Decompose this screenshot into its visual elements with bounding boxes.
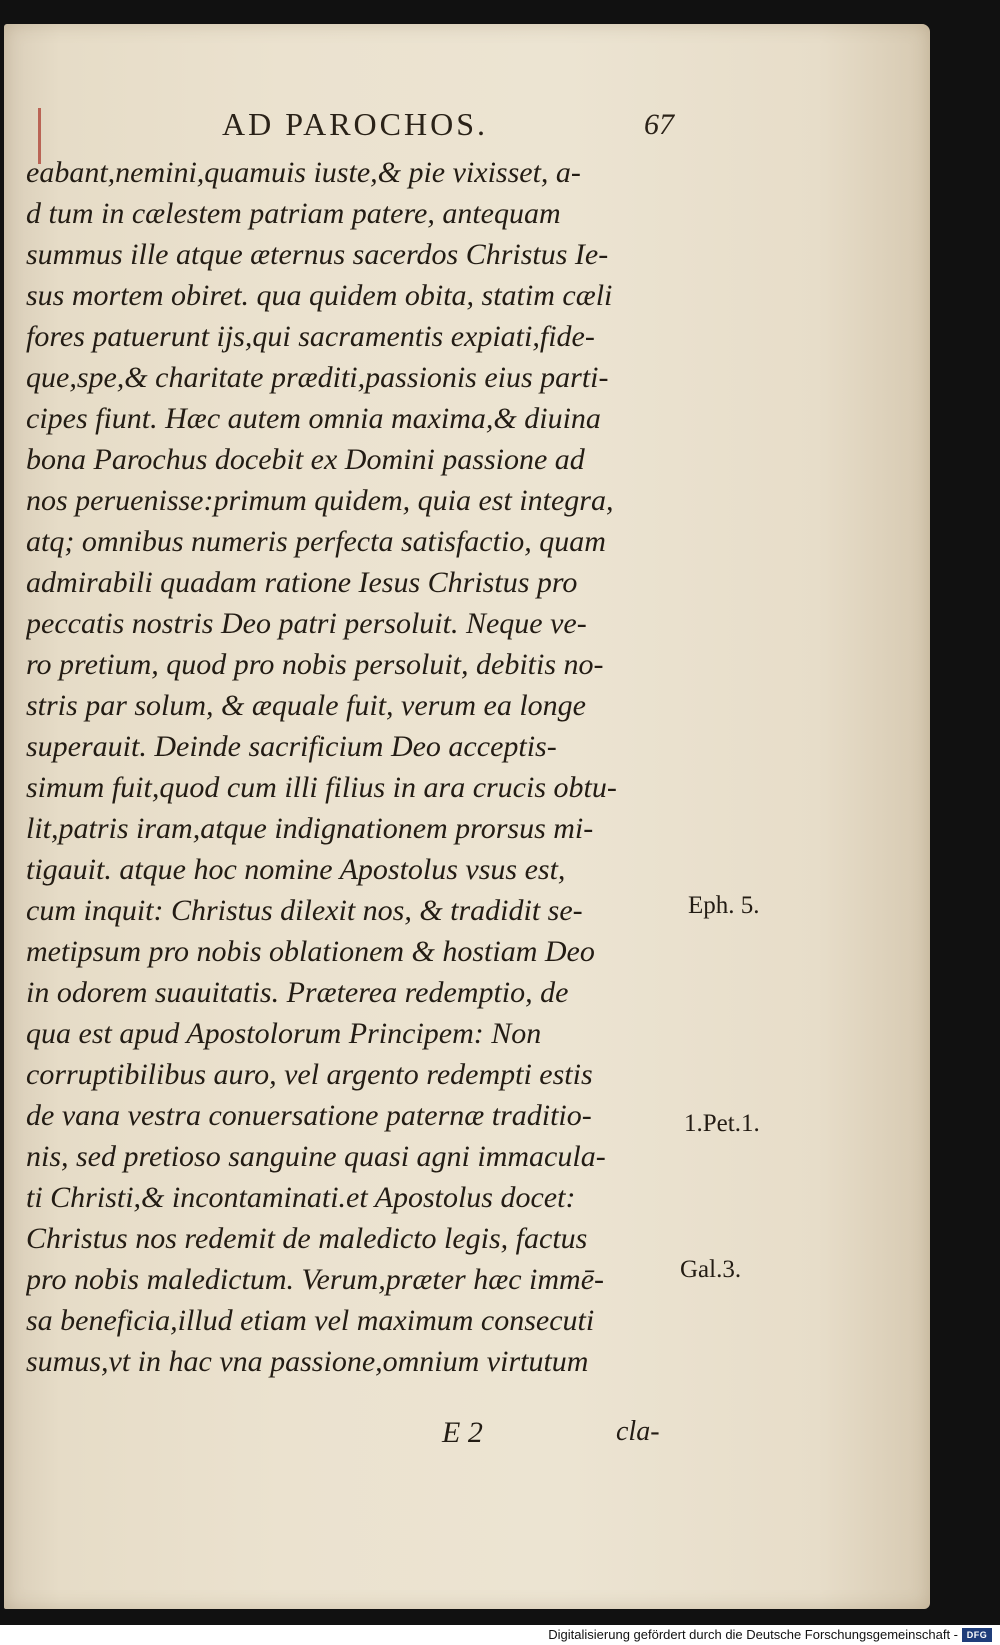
book-page xyxy=(4,24,930,1609)
text-line: nos peruenisse:primum quidem, quia est integra, xyxy=(26,484,614,517)
text-line: fores patuerunt ijs,qui sacramentis expiati,fide- xyxy=(26,320,595,353)
page-number: 67 xyxy=(644,108,674,141)
text-line: simum fuit,quod cum illi filius in ara crucis obtu- xyxy=(26,771,617,804)
text-line: de vana vestra conuersatione paternæ traditio- xyxy=(26,1099,592,1132)
text-line: d tum in cælestem patriam patere, antequam xyxy=(26,197,561,230)
funding-credit: Digitalisierung gefördert durch die Deutsche Forschungsgemeinschaft - xyxy=(548,1627,958,1642)
text-line: stris par solum, & æquale fuit, verum ea longe xyxy=(26,689,586,722)
text-line: ro pretium, quod pro nobis persoluit, debitis no- xyxy=(26,648,604,681)
text-line: sa beneficia,illud etiam vel maximum consecuti xyxy=(26,1304,595,1337)
text-line: admirabili quadam ratione Iesus Christus pro xyxy=(26,566,578,599)
running-head xyxy=(4,106,930,156)
footer-strip xyxy=(0,1625,1000,1645)
text-line: pro nobis maledictum. Verum,præter hæc immē- xyxy=(26,1263,604,1296)
signature-mark: E 2 xyxy=(442,1416,483,1449)
text-line: superauit. Deinde sacrificium Deo acceptis- xyxy=(26,730,557,763)
text-line: ti Christi,& incontaminati.et Apostolus docet: xyxy=(26,1181,576,1214)
dfg-logo: DFG xyxy=(962,1628,992,1642)
text-line: que,spe,& charitate præditi,passionis eius parti- xyxy=(26,361,609,394)
text-line: peccatis nostris Deo patri persoluit. Neque ve- xyxy=(26,607,587,640)
text-line: cum inquit: Christus dilexit nos, & tradidit se- xyxy=(26,894,583,927)
catchword: cla- xyxy=(616,1416,660,1447)
text-line: tigauit. atque hoc nomine Apostolus vsus est, xyxy=(26,853,566,886)
text-line: sus mortem obiret. qua quidem obita, statim cæli xyxy=(26,279,613,312)
marginal-note-pet: 1.Pet.1. xyxy=(684,1110,760,1137)
text-line: qua est apud Apostolorum Principem: Non xyxy=(26,1017,542,1050)
text-line: sumus,vt in hac vna passione,omnium virtutum xyxy=(26,1345,589,1378)
running-title: AD PAROCHOS. xyxy=(222,106,488,142)
text-line: atq; omnibus numeris perfecta satisfactio, quam xyxy=(26,525,606,558)
text-line: corruptibilibus auro, vel argento redempti estis xyxy=(26,1058,593,1091)
text-line: nis, sed pretioso sanguine quasi agni immacula- xyxy=(26,1140,606,1173)
marginal-note-eph: Eph. 5. xyxy=(688,892,760,919)
text-line: in odorem suauitatis. Præterea redemptio, de xyxy=(26,976,569,1009)
text-line: metipsum pro nobis oblationem & hostiam Deo xyxy=(26,935,595,968)
text-line: bona Parochus docebit ex Domini passione ad xyxy=(26,443,585,476)
text-line: summus ille atque æternus sacerdos Christus Ie- xyxy=(26,238,609,271)
body-text xyxy=(26,152,706,1382)
marginal-note-gal: Gal.3. xyxy=(680,1256,742,1283)
text-line: lit,patris iram,atque indignationem prorsus mi- xyxy=(26,812,594,845)
text-line: eabant,nemini,quamuis iuste,& pie vixisset, a- xyxy=(26,156,581,189)
text-line: cipes fiunt. Hæc autem omnia maxima,& diuina xyxy=(26,402,601,435)
text-line: Christus nos redemit de maledicto legis, factus xyxy=(26,1222,588,1255)
